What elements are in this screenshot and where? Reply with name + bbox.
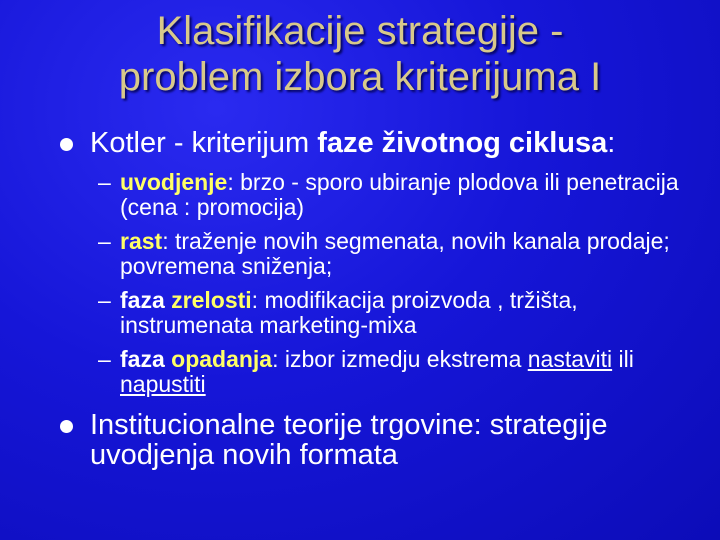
subitem-body: [120, 170, 700, 220]
subitem-uvodjenje: [98, 170, 700, 220]
subitem-body: [120, 347, 700, 397]
bullet-institucionalne: [60, 410, 700, 470]
dash-icon: –: [98, 228, 111, 254]
bullet-institucionalne-text: Institucionalne teorije trgovine: strategije uvodjenja novih formata: [90, 409, 608, 471]
subitem-text: : brzo - sporo ubiranje plodova ili penetracija (cena : promocija): [120, 169, 679, 220]
dash-icon: –: [98, 169, 111, 195]
bullet-kotler: [60, 128, 700, 158]
dash-icon: –: [98, 287, 111, 313]
bullet-kotler-suffix: :: [607, 127, 616, 159]
title-line-1: Klasifikacije strategije -: [156, 9, 564, 53]
title-line-2: problem izbora kriterijuma I: [118, 55, 602, 99]
subitem-opadanje: [98, 347, 700, 397]
subitem-term: opadanja: [171, 346, 273, 372]
subitem-text: : modifikacija proizvoda , tržišta, instrumenata marketing-mixa: [120, 287, 578, 338]
slide-title: [0, 8, 720, 100]
bullet-kotler-text: [90, 128, 700, 158]
bullet-dot-icon: [60, 138, 73, 151]
subitem-text: : traženje novih segmenata, novih kanala prodaje; povremena sniženja;: [120, 228, 670, 279]
subitem-zrelost: [98, 288, 700, 338]
subitem-body: [120, 229, 700, 279]
subitem-text: : izbor izmedju ekstrema: [272, 346, 528, 372]
subitem-term-prefix: faza: [120, 346, 172, 372]
subitem-term: uvodjenje: [120, 169, 228, 195]
bullet-kotler-prefix: Kotler - kriterijum: [90, 127, 318, 159]
option-napustiti: napustiti: [120, 371, 206, 397]
bullet-kotler-bold: faze životnog ciklusa: [317, 127, 608, 159]
option-nastaviti: nastaviti: [527, 346, 613, 372]
subitem-rast: [98, 229, 700, 279]
subitem-term: zrelosti: [171, 287, 252, 313]
dash-icon: –: [98, 346, 111, 372]
subitem-body: [120, 288, 700, 338]
subitem-term: rast: [120, 228, 163, 254]
subitem-connector: ili: [612, 346, 634, 372]
subitem-term-prefix: faza: [120, 287, 172, 313]
bullet-dot-icon: [60, 420, 73, 433]
